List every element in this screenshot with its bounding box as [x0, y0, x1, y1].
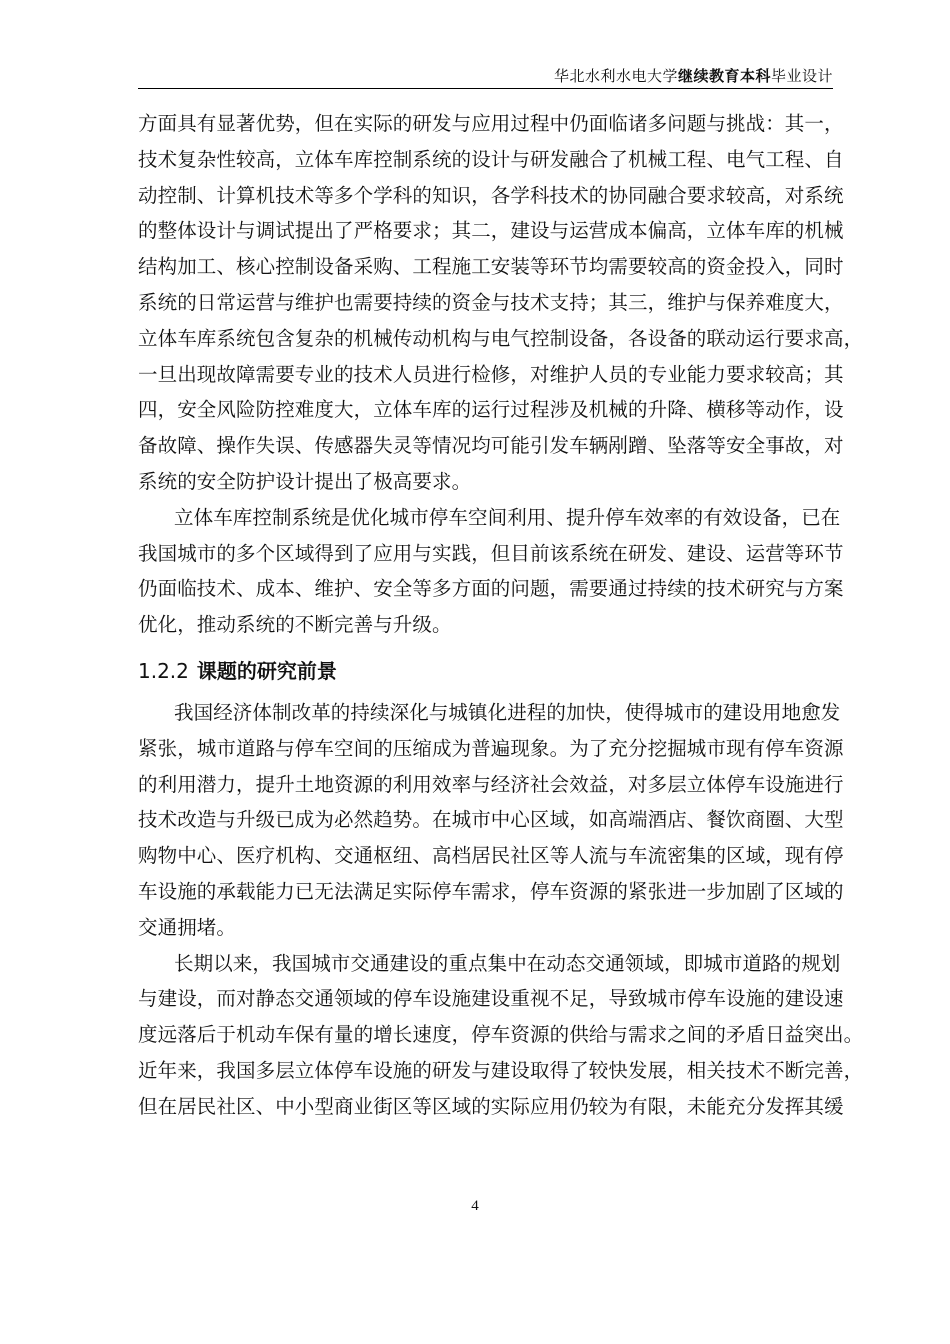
- header-rule: [138, 88, 833, 89]
- text-line: 结构加工、核心控制设备采购、工程施工安装等环节均需要较高的资金投入，同时: [138, 255, 844, 279]
- paragraph-1: [138, 106, 864, 500]
- text-line: 度远落后于机动车保有量的增长速度，停车资源的供给与需求之间的矛盾日益突出。: [138, 1023, 864, 1047]
- text-line: 的利用潜力，提升土地资源的利用效率与经济社会效益，对多层立体停车设施进行: [138, 772, 844, 796]
- text-line: 备故障、操作失误、传感器失灵等情况均可能引发车辆剐蹭、坠落等安全事故，对: [138, 434, 844, 458]
- text-line: 我国经济体制改革的持续深化与城镇化进程的加快，使得城市的建设用地愈发: [174, 700, 841, 724]
- paragraph-2: [138, 500, 844, 643]
- text-line: 立体车库系统包含复杂的机械传动机构与电气控制设备，各设备的联动运行要求高，: [138, 326, 864, 350]
- page-body: [138, 106, 864, 1125]
- text-line: 系统的日常运营与维护也需要持续的资金与技术支持；其三，维护与保养难度大，: [138, 290, 844, 314]
- paragraph-4: [138, 946, 864, 1125]
- header-doc-type: 毕业设计: [770, 67, 833, 85]
- text-line: 技术改造与升级已成为必然趋势。在城市中心区域，如高端酒店、餐饮商圈、大型: [138, 808, 844, 832]
- text-line: 动控制、计算机技术等多个学科的知识，各学科技术的协同融合要求较高，对系统: [138, 183, 844, 207]
- text-line: 车设施的承载能力已无法满足实际停车需求，停车资源的紧张进一步加剧了区域的: [138, 879, 844, 903]
- page-number: 4: [471, 1198, 479, 1214]
- text-line: 近年来，我国多层立体停车设施的研发与建设取得了较快发展，相关技术不断完善，: [138, 1058, 864, 1082]
- text-line: 购物中心、医疗机构、交通枢纽、高档居民社区等人流与车流密集的区域，现有停: [138, 844, 844, 868]
- text-line: 一旦出现故障需要专业的技术人员进行检修，对维护人员的专业能力要求较高；其: [138, 362, 844, 386]
- text-line: 我国城市的多个区域得到了应用与实践，但目前该系统在研发、建设、运营等环节: [138, 541, 844, 565]
- text-line: 但在居民社区、中小型商业街区等区域的实际应用仍较为有限，未能充分发挥其缓: [138, 1094, 844, 1118]
- page-header: [138, 66, 833, 86]
- header-university: 华北水利水电大学: [553, 67, 678, 85]
- text-line: 仍面临技术、成本、维护、安全等多方面的问题，需要通过持续的技术研究与方案: [138, 577, 844, 601]
- text-line: 紧张，城市道路与停车空间的压缩成为普遍现象。为了充分挖掘城市现有停车资源: [138, 736, 844, 760]
- text-line: 长期以来，我国城市交通建设的重点集中在动态交通领域，即城市道路的规划: [174, 951, 841, 975]
- text-line: 方面具有显著优势，但在实际的研发与应用过程中仍面临诸多问题与挑战：其一，: [138, 112, 844, 135]
- text-line: 技术复杂性较高，立体车库控制系统的设计与研发融合了机械工程、电气工程、自: [138, 147, 844, 171]
- text-line: 的整体设计与调试提出了严格要求；其二，建设与运营成本偏高，立体车库的机械: [138, 219, 844, 243]
- text-line: 交通拥堵。: [138, 915, 237, 939]
- paragraph-3: [138, 695, 844, 946]
- section-title: 课题的研究前景: [196, 658, 337, 683]
- header-program: 继续教育本科: [677, 67, 771, 85]
- section-heading: [138, 651, 838, 691]
- text-line: 优化，推动系统的不断完善与升级。: [138, 613, 452, 637]
- text-line: 四，安全风险防控难度大，立体车库的运行过程涉及机械的升降、横移等动作，设: [138, 398, 844, 422]
- section-number: 1.2.2: [138, 658, 189, 683]
- text-line: 系统的安全防护设计提出了极高要求。: [138, 469, 472, 493]
- text-line: 立体车库控制系统是优化城市停车空间利用、提升停车效率的有效设备，已在: [174, 505, 841, 529]
- text-line: 与建设，而对静态交通领域的停车设施建设重视不足，导致城市停车设施的建设速: [138, 987, 844, 1011]
